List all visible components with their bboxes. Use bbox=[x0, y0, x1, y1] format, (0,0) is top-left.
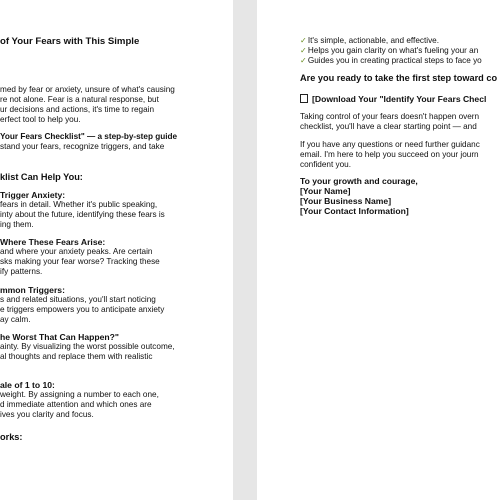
paragraph-line: Taking control of your fears doesn't happen overn bbox=[300, 112, 480, 121]
item-line: inty about the future, identifying these fears is bbox=[0, 210, 165, 219]
document-title: of Your Fears with This Simple bbox=[0, 36, 140, 47]
intro-line: erfect tool to help you. bbox=[0, 115, 81, 124]
right-page-content bbox=[257, 0, 500, 500]
item-line: ay calm. bbox=[0, 315, 31, 324]
item-heading: mmon Triggers: bbox=[0, 285, 65, 295]
checkmark-icon: ✓ bbox=[300, 56, 307, 65]
intro-line: re not alone. Fear is a natural response, but bbox=[0, 95, 159, 104]
checkmark-icon: ✓ bbox=[300, 36, 307, 45]
checkmark-icon: ✓ bbox=[300, 46, 307, 55]
document-page-left[interactable] bbox=[0, 0, 233, 500]
signoff: To your growth and courage, bbox=[300, 176, 418, 186]
paragraph-line: checklist, you'll have a clear starting point — and bbox=[300, 122, 477, 131]
paragraph-line: confident you. bbox=[300, 160, 351, 169]
signature-name: [Your Name] bbox=[300, 186, 351, 196]
intro-line: med by fear or anxiety, unsure of what's causing bbox=[0, 85, 175, 94]
intro-line: ur decisions and actions, it's time to regain bbox=[0, 105, 155, 114]
bottom-heading: orks: bbox=[0, 432, 23, 442]
check-item-text: Helps you gain clarity on what's fueling your an bbox=[307, 46, 479, 55]
item-heading: Trigger Anxiety: bbox=[0, 190, 66, 200]
item-line: ainty. By visualizing the worst possible outcome, bbox=[0, 342, 175, 351]
item-heading: ale of 1 to 10: bbox=[0, 380, 55, 390]
item-heading: he Worst That Can Happen?" bbox=[0, 332, 119, 342]
box-icon bbox=[300, 94, 308, 103]
item-line: ing them. bbox=[0, 220, 34, 229]
check-item-text: It's simple, actionable, and effective. bbox=[307, 36, 439, 45]
item-line: sks making your fear worse? Tracking these bbox=[0, 257, 160, 266]
item-line: d immediate attention and which ones are bbox=[0, 400, 152, 409]
checklist-intro-line: Your Fears Checklist" — a step-by-step guide bbox=[0, 132, 178, 141]
check-item bbox=[300, 56, 482, 66]
item-line: al thoughts and replace them with realistic bbox=[0, 352, 153, 361]
check-item-text: Guides you in creating practical steps to face yo bbox=[307, 56, 482, 65]
check-item bbox=[300, 46, 478, 56]
download-link[interactable] bbox=[300, 94, 486, 104]
item-line: ives you clarity and focus. bbox=[0, 410, 94, 419]
download-link-text: [Download Your "Identify Your Fears Checl bbox=[312, 94, 487, 104]
item-line: ify patterns. bbox=[0, 267, 43, 276]
signature-contact: [Your Contact Information] bbox=[300, 206, 409, 216]
item-line: and where your anxiety peaks. Are certain bbox=[0, 247, 153, 256]
item-heading: Where These Fears Arise: bbox=[0, 237, 106, 247]
section-heading: klist Can Help You: bbox=[0, 172, 83, 182]
item-line: s and related situations, you'll start noticing bbox=[0, 295, 156, 304]
signature-business: [Your Business Name] bbox=[300, 196, 392, 206]
paragraph-line: If you have any questions or need further guidanc bbox=[300, 140, 480, 149]
check-item bbox=[300, 36, 439, 46]
checklist-intro-line: stand your fears, recognize triggers, and take bbox=[0, 142, 165, 151]
item-line: weight. By assigning a number to each one, bbox=[0, 390, 159, 399]
document-page-right[interactable] bbox=[257, 0, 500, 500]
item-line: fears in detail. Whether it's public speaking, bbox=[0, 200, 158, 209]
paragraph-line: email. I'm here to help you succeed on your journ bbox=[300, 150, 479, 159]
item-line: e triggers empowers you to anticipate anxiety bbox=[0, 305, 165, 314]
left-page-content bbox=[0, 0, 233, 500]
cta-heading: Are you ready to take the first step toward co bbox=[300, 73, 498, 83]
